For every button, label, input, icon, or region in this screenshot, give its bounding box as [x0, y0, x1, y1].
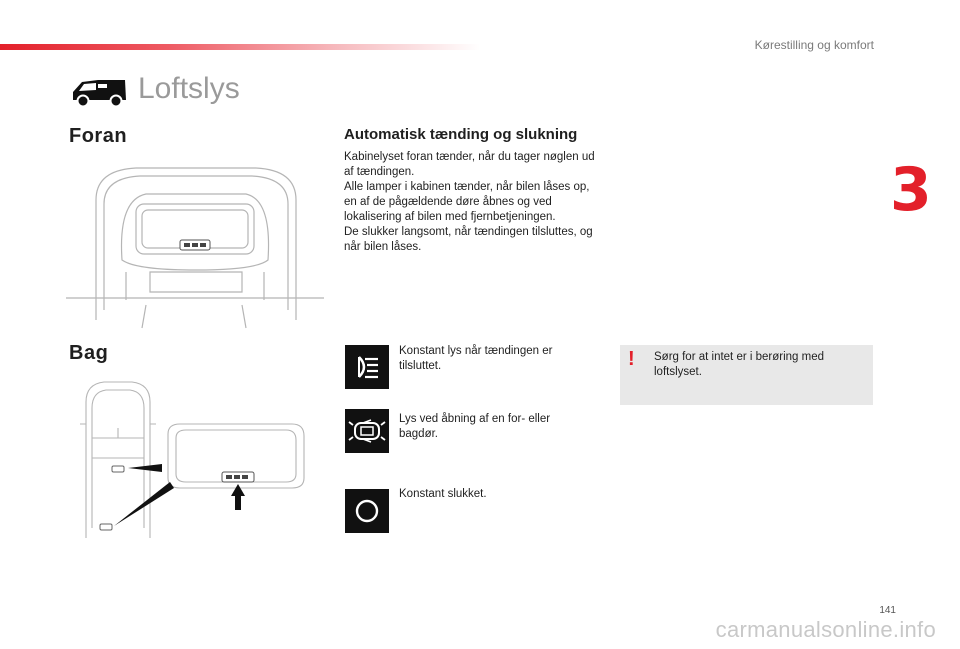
mode-constant-on-text: Konstant lys når tændingen er tilsluttet. — [399, 345, 553, 372]
door-light-icon — [345, 409, 389, 453]
constant-light-icon — [345, 345, 389, 389]
auto-description — [344, 150, 599, 255]
front-heading: Foran — [69, 125, 128, 147]
mode-off-box — [345, 489, 389, 533]
rear-heading: Bag — [69, 342, 109, 364]
auto-heading: Automatisk tænding og slukning — [344, 126, 578, 143]
mode-off-text: Konstant slukket. — [399, 488, 487, 500]
header-accent-bar — [0, 44, 480, 50]
off-circle-icon — [345, 489, 389, 533]
watermark: carmanualsonline.info — [715, 617, 936, 642]
exclamation-icon: ! — [628, 348, 635, 370]
mode-door-box — [345, 409, 389, 453]
mode-constant-on-box — [345, 345, 389, 389]
chapter-number: 3 — [890, 155, 932, 225]
mode-door-text: Lys ved åbning af en for- eller bagdør. — [399, 413, 551, 440]
page-number: 141 — [879, 605, 896, 616]
van-icon — [70, 76, 128, 108]
front-ceiling-light-illustration — [66, 160, 324, 330]
auto-paragraph-2: Alle lamper i kabinen tænder, når bilen låses op, en af de pågældende døre åbnes og ved lokalisering af bilen med fjernbetjeningen. — [344, 181, 590, 223]
running-header: Kørestilling og komfort — [754, 38, 874, 52]
auto-paragraph-1: Kabinelyset foran tænder, når du tager nøglen ud af tændingen. — [344, 151, 595, 178]
auto-paragraph-3: De slukker langsomt, når tændingen tilsluttes, og når bilen låses. — [344, 226, 593, 253]
rear-ceiling-light-illustration — [70, 378, 332, 540]
page-title: Loftslys — [138, 72, 240, 105]
warning-text: Sørg for at intet er i berøring med loftslyset. — [654, 351, 825, 378]
